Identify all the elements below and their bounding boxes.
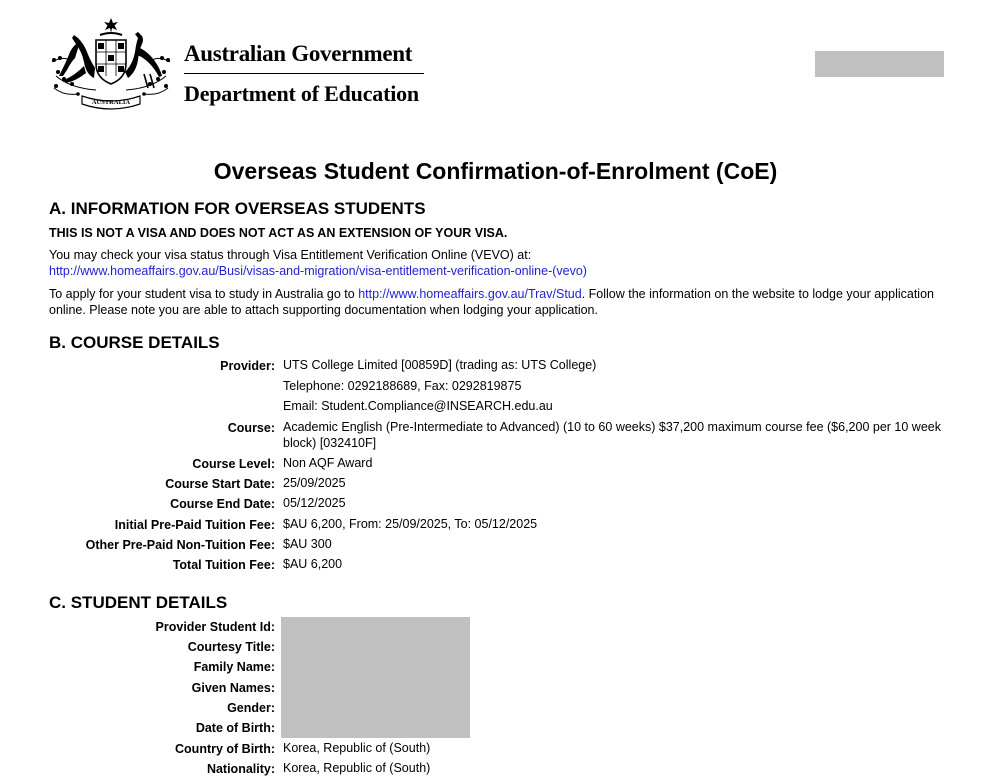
apply-link[interactable]: http://www.homeaffairs.gov.au/Trav/Stud xyxy=(358,287,582,301)
redacted-student-details xyxy=(281,617,470,738)
provider-email: Email: Student.Compliance@INSEARCH.edu.au xyxy=(283,399,553,413)
provider-label: Provider: xyxy=(220,359,275,373)
country-of-birth-label: Country of Birth: xyxy=(175,742,275,756)
vevo-paragraph xyxy=(49,248,949,279)
student-id-label: Provider Student Id: xyxy=(155,620,275,634)
family-name-label: Family Name: xyxy=(193,660,275,674)
total-fee-value: $AU 6,200 xyxy=(283,557,343,571)
government-name: Australian Government xyxy=(184,41,413,66)
course-value: Academic English (Pre-Intermediate to Advanced) (10 to 60 weeks) $37,200 maximum course fee ($6,200 per 10 week block) [032410F] xyxy=(283,420,941,450)
department-name: Department of Education xyxy=(184,81,419,106)
course-start-date-value: 25/09/2025 xyxy=(283,476,346,490)
apply-text-post: . Follow the information on the website to lodge your application online. Please note you are able to attach supporting documentation when lodging your application. xyxy=(49,287,934,317)
section-c-heading: C. STUDENT DETAILS xyxy=(49,593,228,612)
course-start-date-label: Course Start Date: xyxy=(165,477,275,491)
coat-of-arms-icon xyxy=(48,16,174,112)
initial-fee-label: Initial Pre-Paid Tuition Fee: xyxy=(114,518,275,532)
section-a-heading: A. INFORMATION FOR OVERSEAS STUDENTS xyxy=(49,199,426,218)
total-fee-label: Total Tuition Fee: xyxy=(172,558,275,572)
gender-label: Gender: xyxy=(227,701,275,715)
apply-paragraph xyxy=(49,287,949,318)
section-b-heading: B. COURSE DETAILS xyxy=(49,333,220,352)
course-level-label: Course Level: xyxy=(192,457,275,471)
initial-fee-value: $AU 6,200, From: 25/09/2025, To: 05/12/2025 xyxy=(283,517,538,531)
nationality-value: Korea, Republic of (South) xyxy=(283,761,431,775)
visa-warning: THIS IS NOT A VISA AND DOES NOT ACT AS AN EXTENSION OF YOUR VISA. xyxy=(49,226,508,240)
header-divider xyxy=(184,73,424,74)
given-names-label: Given Names: xyxy=(191,681,275,695)
vevo-link[interactable]: http://www.homeaffairs.gov.au/Busi/visas-and-migration/visa-entitlement-verification-online-(vevo) xyxy=(49,263,587,278)
provider-value: UTS College Limited [00859D] (trading as: UTS College) xyxy=(283,358,597,372)
courtesy-title-label: Courtesy Title: xyxy=(187,640,275,654)
date-of-birth-label: Date of Birth: xyxy=(195,721,275,735)
course-end-date-label: Course End Date: xyxy=(170,497,275,511)
other-fee-value: $AU 300 xyxy=(283,537,332,551)
course-label: Course: xyxy=(227,421,275,435)
crest-scroll-text: AUSTRALIA xyxy=(91,99,131,106)
other-fee-label: Other Pre-Paid Non-Tuition Fee: xyxy=(85,538,275,552)
apply-text-pre: To apply for your student visa to study in Australia go to xyxy=(49,287,359,301)
country-of-birth-value: Korea, Republic of (South) xyxy=(283,741,431,755)
course-end-date-value: 05/12/2025 xyxy=(283,496,346,510)
nationality-label: Nationality: xyxy=(206,762,275,776)
course-level-value: Non AQF Award xyxy=(283,456,373,470)
redacted-block-top xyxy=(815,51,944,77)
provider-telephone: Telephone: 0292188689, Fax: 0292819875 xyxy=(283,379,522,393)
vevo-text: You may check your visa status through Visa Entitlement Verification Online (VEVO) at: xyxy=(49,248,532,262)
page-title: Overseas Student Confirmation-of-Enrolment (CoE) xyxy=(213,158,778,184)
